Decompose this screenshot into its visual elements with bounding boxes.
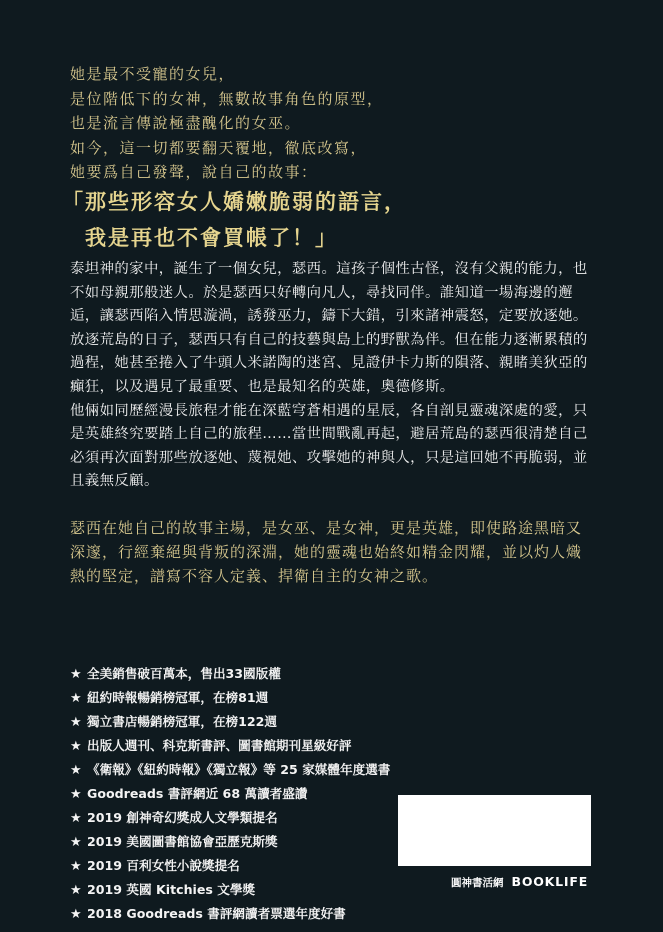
award-item <box>70 902 400 926</box>
intro-line: 也是流言傳說極盡醜化的女巫。 <box>70 114 302 132</box>
publisher-footer <box>451 874 588 890</box>
award-text: 出版人週刊、科克斯書評、圖書館期刊星級好評 <box>87 738 352 753</box>
awards-list <box>70 662 400 926</box>
intro-line: 如今，這一切都要翻天覆地，徹底改寫， <box>70 138 368 157</box>
barcode-area <box>398 795 591 866</box>
award-item <box>70 878 400 902</box>
highlight-quote <box>62 184 622 256</box>
synopsis-line: 泰坦神的家中，誕生了一個女兒，瑟西。這孩子個性古怪，沒有父親的能力，也 <box>70 261 588 277</box>
intro-line: 她是最不受寵的女兒， <box>70 65 236 83</box>
star-icon: ★ <box>70 787 82 802</box>
closing-paragraph <box>70 516 610 588</box>
synopsis-line: 放逐荒島的日子，瑟西只有自己的技藝與島上的野獸為伴。但在能力逐漸累積的 <box>70 331 588 348</box>
award-text: 全美銷售破百萬本，售出33國版權 <box>87 666 281 681</box>
synopsis-line: 不如母親那般迷人。於是瑟西只好轉向凡人，尋找同伴。誰知道一場海邊的邂 <box>70 284 573 301</box>
publisher-name: 圓神書活網 <box>451 877 504 889</box>
award-item <box>70 854 400 878</box>
award-item <box>70 806 400 830</box>
award-item <box>70 782 400 806</box>
synopsis-line: 他倆如同歷經漫長旅程才能在深藍穹蒼相遇的星辰，各自剖見靈魂深處的愛，只 <box>70 402 588 419</box>
synopsis-line: 且義無反顧。 <box>70 473 159 490</box>
synopsis <box>70 258 600 494</box>
award-text: 2018 Goodreads 書評網讀者票選年度好書 <box>87 906 346 921</box>
star-icon: ★ <box>70 835 82 850</box>
star-icon: ★ <box>70 907 82 922</box>
star-icon: ★ <box>70 739 82 754</box>
synopsis-line: 是英雄終究要踏上自己的旅程……當世間戰亂再起，避居荒島的瑟西很清楚自己 <box>70 426 588 443</box>
closing-line: 熱的堅定，譜寫不容人定義、捍衛自主的女神之歌。 <box>70 567 439 585</box>
closing-line: 深邃，行經棄絕與背叛的深淵，她的靈魂也始終如精金閃耀，並以灼人熾 <box>70 543 583 561</box>
synopsis-line: 過程，她甚至捲入了牛頭人米諾陶的迷宮、見證伊卡力斯的隕落、親睹美狄亞的 <box>70 355 588 372</box>
award-item <box>70 662 400 686</box>
award-text: 2019 創神奇幻獎成人文學類提名 <box>87 810 278 825</box>
synopsis-line: 必須再次面對那些放逐她、蔑視她、攻擊她的神與人，只是這回她不再脆弱，並 <box>70 449 588 466</box>
award-item <box>70 734 400 758</box>
star-icon: ★ <box>70 715 82 730</box>
award-text: 獨立書店暢銷榜冠軍，在榜122週 <box>87 714 278 729</box>
quote-line: 我是再也不會買帳了！」 <box>62 225 338 250</box>
award-text: 紐約時報暢銷榜冠軍，在榜81週 <box>87 690 269 705</box>
star-icon: ★ <box>70 883 82 898</box>
award-item <box>70 710 400 734</box>
award-item <box>70 830 400 854</box>
award-text: 2019 百利女性小說獎提名 <box>87 858 240 873</box>
star-icon: ★ <box>70 811 82 826</box>
award-text: Goodreads 書評網近 68 萬讀者盛讚 <box>87 786 308 801</box>
award-text: 2019 美國圖書館協會亞歷克斯獎 <box>87 834 278 849</box>
award-text: 2019 英國 Kitchies 文學獎 <box>87 882 256 897</box>
award-item <box>70 686 400 710</box>
star-icon: ★ <box>70 859 82 874</box>
booklife-logo: BOOKLIFE <box>511 874 589 889</box>
award-text: 《衛報》《紐約時報》《獨立報》等 25 家媒體年度選書 <box>87 762 391 777</box>
intro-poem <box>70 62 610 185</box>
synopsis-line: 逅，讓瑟西陷入情思漩渦，誘發巫力，鑄下大錯，引來諸神震怒，定要放逐她。 <box>70 308 588 325</box>
award-item <box>70 758 400 782</box>
intro-line: 是位階低下的女神，無數故事角色的原型， <box>70 89 384 108</box>
synopsis-line: 癲狂，以及遇見了最重要、也是最知名的英雄，奧德修斯。 <box>70 378 455 395</box>
star-icon: ★ <box>70 667 82 682</box>
intro-line: 她要爲自己發聲，說自己的故事： <box>70 163 318 181</box>
quote-line: 「那些形容女人嬌嫩脆弱的語言， <box>62 189 407 214</box>
star-icon: ★ <box>70 691 82 706</box>
closing-line: 瑟西在她自己的故事主場，是女巫、是女神，更是英雄，即使路途黑暗又 <box>70 519 583 537</box>
star-icon: ★ <box>70 763 82 778</box>
